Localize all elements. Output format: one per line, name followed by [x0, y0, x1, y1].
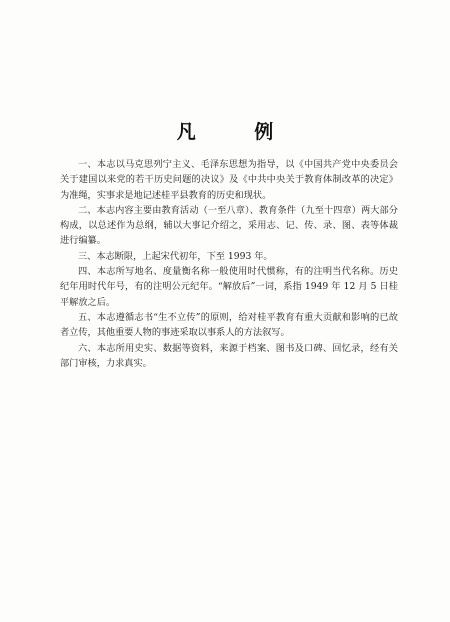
- paragraph-4: 四、本志所写地名、度量衡名称一般使用时代惯称，有的注明当代名称。历史纪年用时代年号，有的注明公元纪年。“解放后”一词，系指 1949 年 12 月 5 日桂平解放之后。: [60, 266, 398, 308]
- paragraph-1: 一、本志以马克思列宁主义、毛泽东思想为指导，以《中国共产党中央委员会关于建国以来党的若干历史问题的决议》及《中共中央关于教育体制改革的决定》为准绳，实事求是地记述桂平县教育的历史和现状。: [60, 159, 398, 201]
- paragraph-6: 六、本志所用史实、数据等资料，来源于档案、图书及口碑、回忆录，经有关部门审核，力求真实。: [60, 342, 398, 369]
- page-title: 凡 例: [176, 121, 300, 143]
- body-text: [60, 157, 398, 371]
- paragraph-3: 三、本志断限，上起宋代初年，下至 1993 年。: [78, 250, 273, 262]
- paragraph-2: 二、本志内容主要由教育活动（一至八章）、教育条件（九至十四章）两大部分构成，以总述作为总纲，辅以大事记介绍之，采用志、记、传、录、图、表等体裁进行编纂。: [60, 204, 398, 247]
- paragraph-5: 五、本志遵循志书“生不立传”的原则，给对桂平教育有重大贡献和影响的已故者立传，其他重要人物的事迹采取以事系人的方法叙写。: [60, 311, 398, 339]
